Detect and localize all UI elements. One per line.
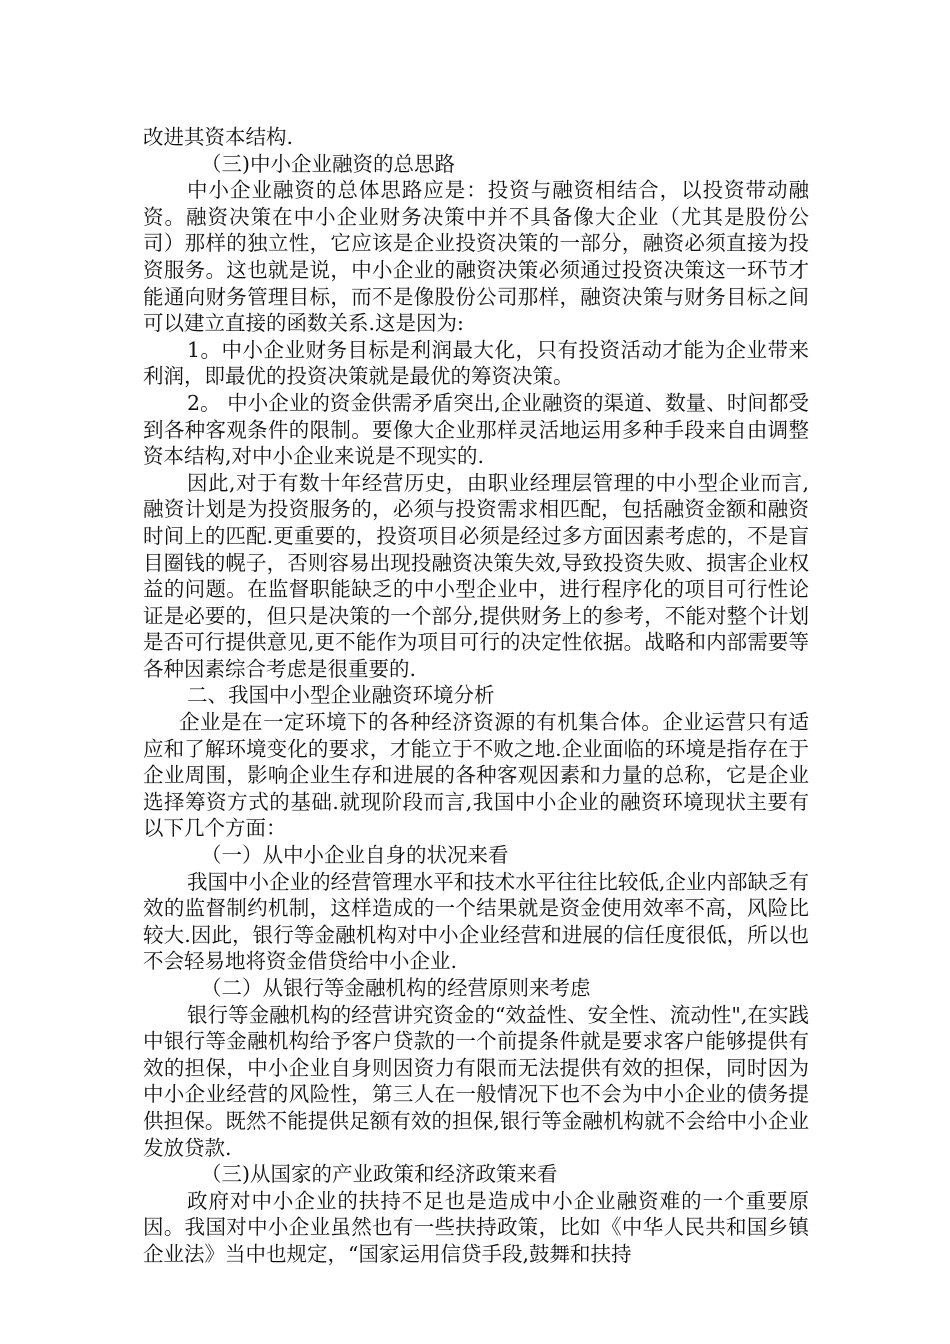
subsection-heading-self-condition: （一）从中小企业自身的状况来看 (201, 843, 509, 868)
subsection-heading-bank-principles: （二）从银行等金融机构的经营原则来考虑 (201, 976, 591, 1000)
paragraph-reason-2: 2。 中小企业的资金供需矛盾突出,企业融资的渠道、数量、时间都受到各种客观条件的限制。要像大企业那样灵活地运用多种手段来自由调整资本结构,对中小企业来说是不现实的. (143, 390, 809, 469)
subsection-heading-national-policy: （三)从国家的产业政策和经济政策来看 (201, 1162, 558, 1187)
paragraph-national-policy: 政府对中小企业的扶持不足也是造成中小企业融资难的一个重要原因。我国对中小企业虽然也有一些扶持政策，比如《中华人民共和国乡镇企业法》当中也规定，“国家运用信贷手段,鼓舞和扶持 (143, 1188, 809, 1266)
paragraph-self-condition: 我国中小企业的经营管理水平和技术水平往往比较低,企业内部缺乏有效的监督制约机制，这样造成的一个结果就是资金使用效率不高，风险比较大.因此，银行等金融机构对中小企业经营和进展的信任度很低，所以也不会轻易地将资金借贷给中小企业. (143, 869, 809, 974)
paragraph-bank-principles: 银行等金融机构的经营讲究资金的“效益性、安全性、流动性",在实践中银行等金融机构给予客户贷款的一个前提条件就是要求客户能够提供有效的担保，中小企业自身则因资力有限而无法提供有效的担保，同时因为中小企业经营的风险性，第三人在一般情况下也不会为中小企业的债务提供担保。既然不能提供足额有效的担保,银行等金融机构就不会给中小企业发放贷款. (143, 1002, 809, 1160)
document-page (143, 124, 809, 1268)
paragraph-overall-approach: 中小企业融资的总体思路应是：投资与融资相结合，以投资带动融资。融资决策在中小企业财务决策中并不具备像大企业（尤其是股份公司）那样的独立性，它应该是企业投资决策的一部分，融资必须直接为投资服务。这也就是说，中小企业的融资决策必须通过投资决策这一环节才能通向财务管理目标，而不是像股份公司那样，融资决策与财务目标之间可以建立直接的函数关系.这是因为: (143, 178, 809, 336)
section-heading-overall-approach: （三)中小企业融资的总思路 (201, 151, 455, 176)
section-heading-financing-environment: 二、我国中小型企业融资环境分析 (187, 683, 495, 708)
paragraph-continuation: 改进其资本结构. (143, 125, 294, 149)
paragraph-reason-1: 1。中小企业财务目标是利润最大化，只有投资活动才能为企业带来利润，即最优的投资决策就是最优的筹资决策。 (143, 337, 809, 389)
paragraph-therefore: 因此,对于有数十年经营历史，由职业经理层管理的中小型企业而言,融资计划是为投资服务的，必须与投资需求相匹配，包括融资金额和融资时间上的匹配.更重要的，投资项目必须是经过多方面因素考虑的，不是盲目圈钱的幌子，否则容易出现投融资决策失效,导致投资失败、损害企业权益的问题。在监督职能缺乏的中小型企业中，进行程序化的项目可行性论证是必要的，但只是决策的一个部分,提供财务上的参考，不能对整个计划是否可行提供意见,更不能作为项目可行的决定性依据。战略和内部需要等各种因素综合考虑是很重要的. (143, 470, 809, 681)
paragraph-environment-intro: 企业是在一定环境下的各种经济资源的有机集合体。企业运营只有适应和了解环境变化的要求，才能立于不败之地.企业面临的环境是指存在于企业周围，影响企业生存和进展的各种客观因素和力量的总称，它是企业选择筹资方式的基础.就现阶段而言,我国中小企业的融资环境现状主要有以下几个方面： (143, 710, 809, 841)
